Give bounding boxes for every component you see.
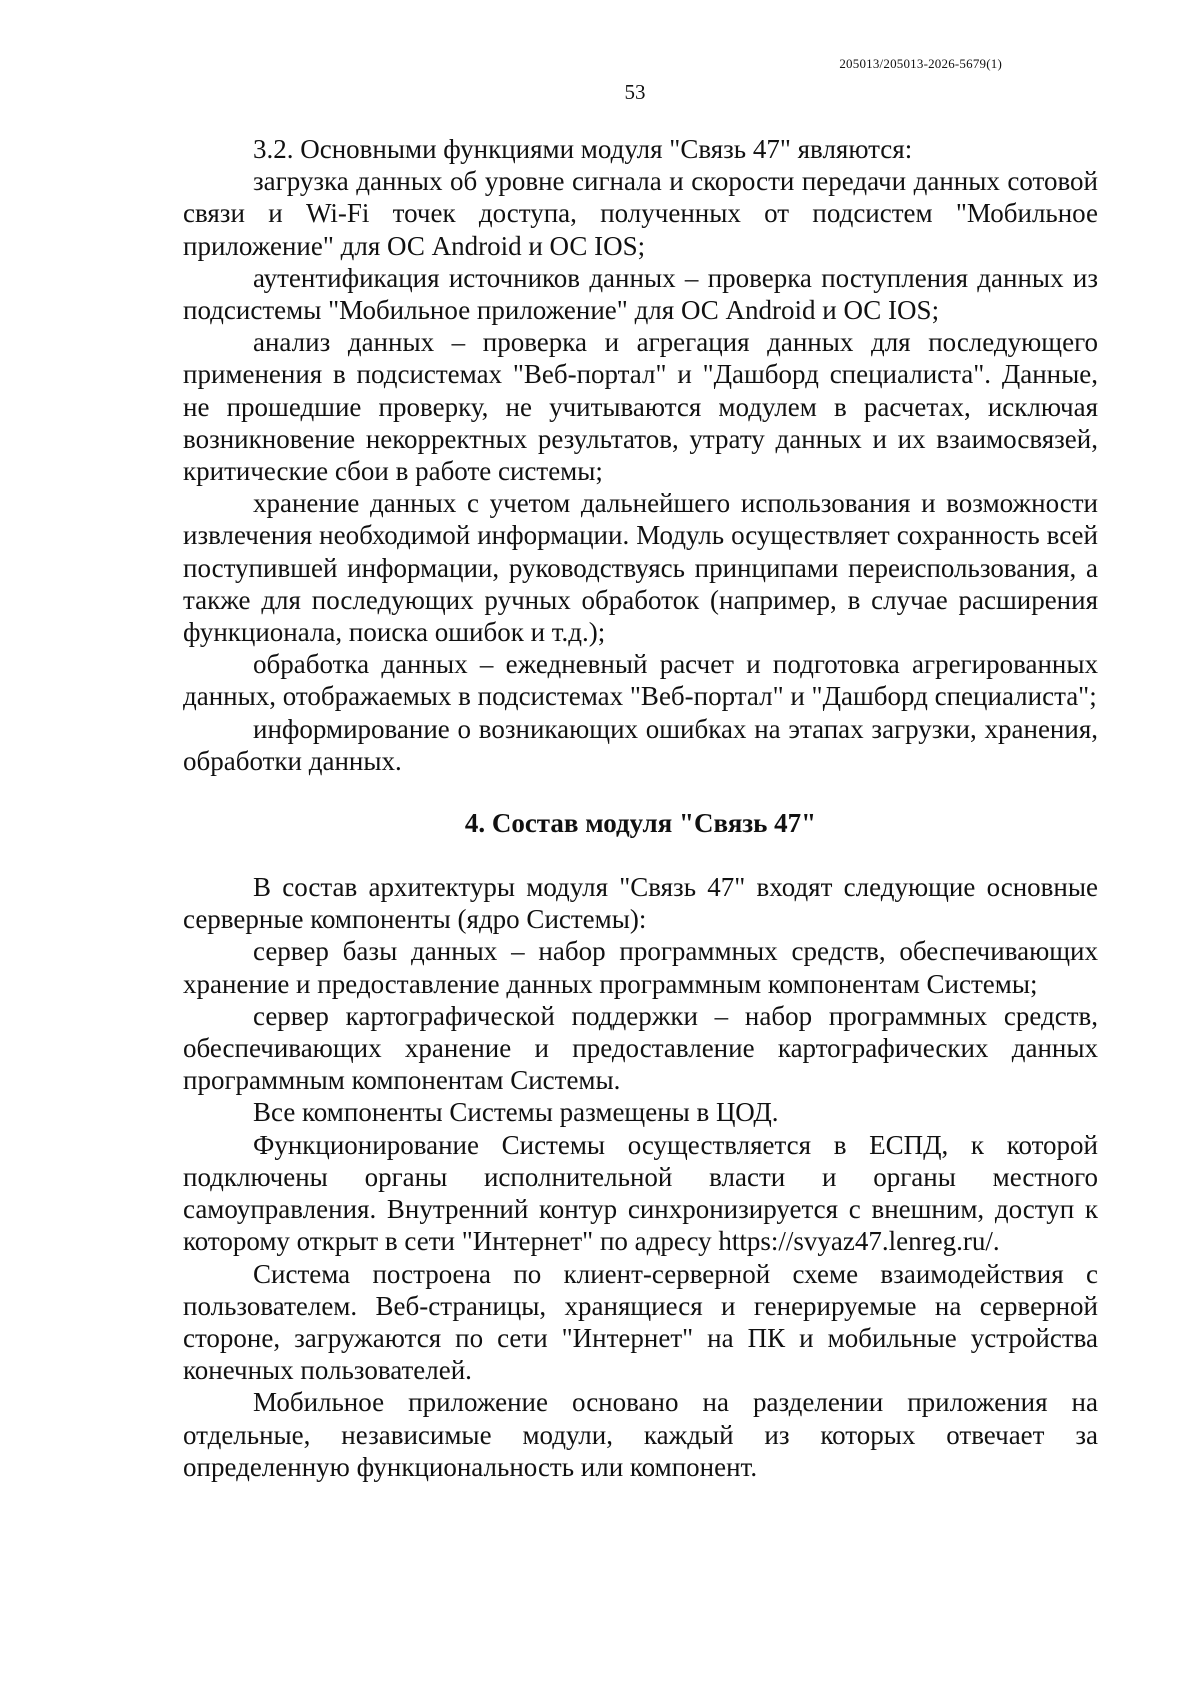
- map-server-paragraph: сервер картографической поддержки – набор программных средств, обеспечивающих хранение и предоставление картографических данных программным компонентам Системы.: [183, 1000, 1098, 1096]
- data-center-paragraph: Все компоненты Системы размещены в ЦОД.: [253, 1097, 779, 1128]
- client-server-paragraph: Система построена по клиент-серверной схеме взаимодействия с пользователем. Веб-страницы, хранящиеся и генерируемые на серверной стороне, загружаются по сети "Интернет" на ПК и мобильные устройства конечных пользователей.: [183, 1258, 1098, 1386]
- document-body: [183, 133, 1098, 1483]
- function-item-data-processing: обработка данных – ежедневный расчет и подготовка агрегированных данных, отображаемых в подсистемах "Веб-портал" и "Дашборд специалиста";: [183, 649, 1098, 712]
- section-3-2-intro: 3.2. Основными функциями модуля "Связь 47" являются:: [253, 134, 913, 164]
- function-item-data-analysis: анализ данных – проверка и агрегация данных для последующего применения в подсистемах "Веб-портал" и "Дашборд специалиста". Данные, не прошедшие проверку, не учитываются модулем в расчетах, исключая возникновение некорректных результатов, утрату данных и их взаимосвязей, критические сбои в работе системы;: [183, 327, 1098, 487]
- function-item-data-loading: загрузка данных об уровне сигнала и скорости передачи данных сотовой связи и Wi-Fi точек доступа, полученных от подсистем "Мобильное приложение" для ОС Android и ОС IOS;: [183, 166, 1098, 261]
- database-server-paragraph: сервер базы данных – набор программных средств, обеспечивающих хранение и предоставление данных программным компонентам Системы;: [183, 936, 1098, 999]
- espd-paragraph: Функционирование Системы осуществляется в ЕСПД, к которой подключены органы исполнительной власти и органы местного самоуправления. Внутренний контур синхронизируется с внешним, доступ к которому открыт в сети "Интернет" по адресу https://svyaz47.lenreg.ru/.: [183, 1129, 1098, 1257]
- architecture-paragraph: В состав архитектуры модуля "Связь 47" входят следующие основные серверные компоненты (ядро Системы):: [183, 872, 1098, 935]
- page-number: 53: [624, 80, 646, 104]
- function-item-authentication: аутентификация источников данных – проверка поступления данных из подсистемы "Мобильное приложение" для ОС Android и ОС IOS;: [183, 262, 1098, 326]
- mobile-app-paragraph: Мобильное приложение основано на разделении приложения на отдельные, независимые модули, каждый из которых отвечает за определенную функциональность или компонент.: [183, 1387, 1098, 1482]
- section-4-heading: 4. Состав модуля "Связь 47": [464, 808, 817, 839]
- function-item-error-notification: информирование о возникающих ошибках на этапах загрузки, хранения, обработки данных.: [183, 713, 1098, 776]
- document-id: 205013/205013-2026-5679(1): [839, 56, 1002, 71]
- function-item-data-storage: хранение данных с учетом дальнейшего использования и возможности извлечения необходимой информации. Модуль осуществляет сохранность всей поступившей информации, руководствуясь принципами переиспользования, а также для последующих ручных обработок (например, в случае расширения функционала, поиска ошибок и т.д.);: [183, 488, 1098, 648]
